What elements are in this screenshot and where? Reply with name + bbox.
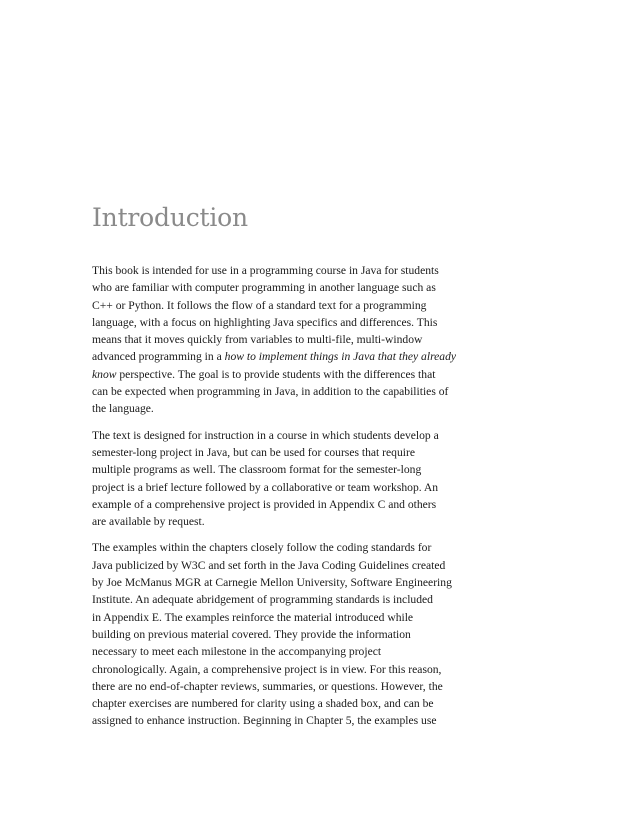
italic-text: know	[92, 367, 117, 381]
text-segment: in Appendix E. The examples reinforce the material introduced while	[92, 610, 414, 624]
text-line	[92, 539, 488, 556]
text-segment: building on previous material covered. They provide the information	[92, 627, 411, 641]
text-segment: C++ or Python. It follows the flow of a standard text for a programming	[92, 298, 427, 312]
text-line	[92, 661, 488, 678]
paragraph	[92, 262, 488, 418]
paragraph	[92, 539, 488, 729]
text-line	[92, 383, 488, 400]
text-segment: multiple programs as well. The classroom format for the semester-long	[92, 463, 422, 477]
text-line	[92, 591, 488, 608]
text-segment: The text is designed for instruction in a course in which students develop a	[92, 428, 439, 442]
text-line	[92, 695, 488, 712]
text-segment: language, with a focus on highlighting Java specifics and differences. This	[92, 315, 438, 329]
text-segment: means that it moves quickly from variables to multi-file, multi-window	[92, 333, 423, 347]
body-text	[92, 262, 488, 739]
text-line	[92, 279, 488, 296]
text-segment: perspective. The goal is to provide students with the differences that	[116, 367, 436, 381]
text-line	[92, 297, 488, 314]
text-segment: can be expected when programming in Java, in addition to the capabilities of	[92, 385, 449, 399]
chapter-title: Introduction	[92, 203, 248, 232]
text-line	[92, 331, 488, 348]
text-line	[92, 314, 488, 331]
text-line	[92, 479, 488, 496]
text-segment: The examples within the chapters closely follow the coding standards for	[92, 541, 432, 555]
text-line	[92, 348, 488, 365]
text-line	[92, 609, 488, 626]
text-line	[92, 643, 488, 660]
text-line	[92, 626, 488, 643]
text-segment: chapter exercises are numbered for clarity using a shaded box, and can be	[92, 697, 434, 711]
text-line	[92, 557, 488, 574]
italic-text: how to implement things in Java that they already	[224, 350, 457, 364]
text-segment: who are familiar with computer programming in another language such as	[92, 281, 436, 295]
text-segment: advanced programming in a	[92, 350, 225, 364]
text-segment: the language.	[92, 402, 154, 416]
text-segment: chronologically. Again, a comprehensive project is in view. For this reason,	[92, 662, 442, 676]
text-line	[92, 678, 488, 695]
text-line	[92, 712, 488, 729]
text-line	[92, 574, 488, 591]
text-line	[92, 427, 488, 444]
text-line	[92, 461, 488, 478]
text-segment: project is a brief lecture followed by a collaborative or team workshop. An	[92, 480, 439, 494]
text-segment: assigned to enhance instruction. Beginning in Chapter 5, the examples use	[92, 714, 437, 728]
text-segment: Institute. An adequate abridgement of programming standards is included	[92, 593, 433, 607]
text-line	[92, 513, 488, 530]
text-line	[92, 366, 488, 383]
text-line	[92, 444, 488, 461]
paragraph	[92, 427, 488, 531]
text-segment: example of a comprehensive project is provided in Appendix C and others	[92, 497, 437, 511]
text-segment: Java publicized by W3C and set forth in the Java Coding Guidelines created	[92, 558, 446, 572]
text-line	[92, 496, 488, 513]
text-segment: there are no end-of-chapter reviews, summaries, or questions. However, the	[92, 679, 443, 693]
text-segment: This book is intended for use in a programming course in Java for students	[92, 264, 439, 277]
text-segment: are available by request.	[92, 515, 205, 529]
text-line	[92, 400, 488, 417]
text-segment: necessary to meet each milestone in the accompanying project	[92, 645, 382, 659]
text-segment: by Joe McManus MGR at Carnegie Mellon University, Software Engineering	[92, 576, 452, 590]
text-line	[92, 262, 488, 279]
text-segment: semester-long project in Java, but can be used for courses that require	[92, 445, 415, 459]
